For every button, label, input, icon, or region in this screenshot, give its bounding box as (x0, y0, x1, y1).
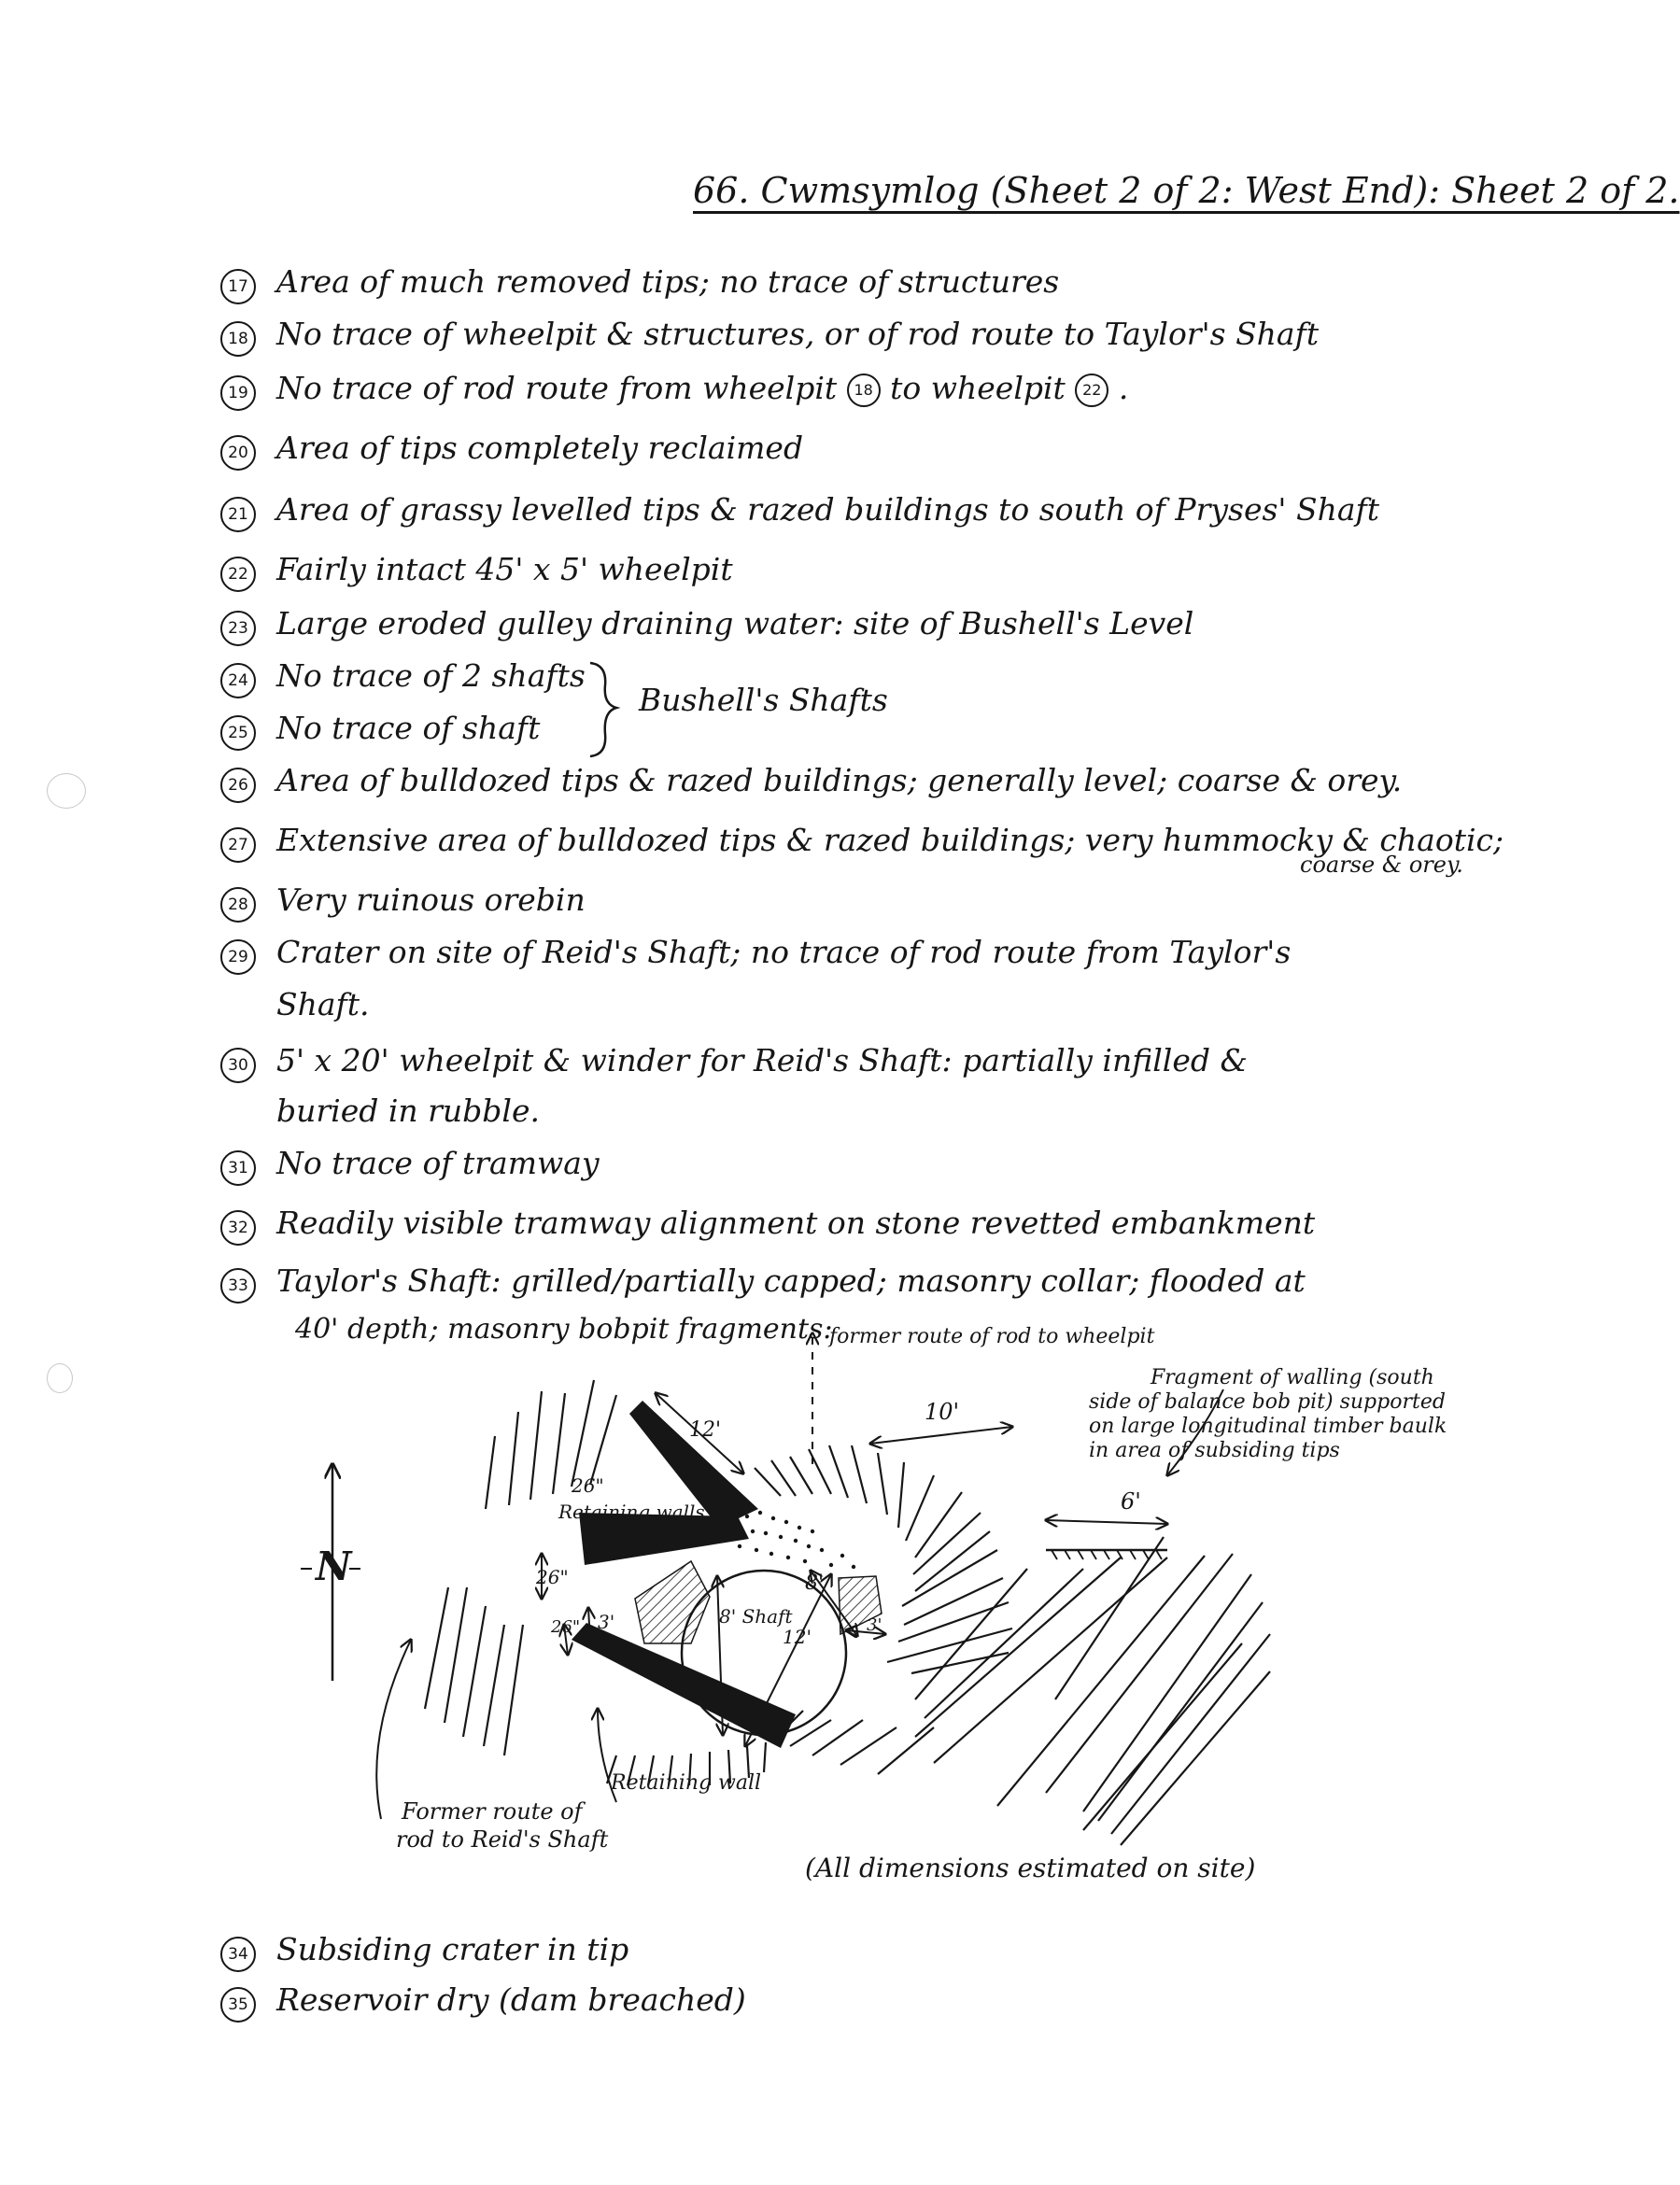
dimension-12ft-label: 12' (689, 1418, 722, 1442)
note-text: Area of grassy levelled tips & razed buildings to south of Pryses' Shaft (276, 491, 1379, 528)
dimension-26in-label: 26" (551, 1617, 581, 1637)
fragment-walling-label-line1: Fragment of walling (south (1151, 1366, 1434, 1389)
north-arrow (301, 1464, 360, 1681)
note-text: Area of much removed tips; no trace of structures (276, 263, 1060, 300)
north-label: N (316, 1544, 352, 1589)
note-text: Subsiding crater in tip (276, 1931, 629, 1967)
retaining-wall-label: Retaining wall (611, 1771, 762, 1795)
note-text: No trace of wheelpit & structures, or of rod route to Taylor's Shaft (276, 316, 1320, 352)
fragment-walling-label-line3: on large longitudinal timber baulk (1089, 1415, 1447, 1438)
note-text: Taylor's Shaft: grilled/partially capped; masonry collar; flooded at (276, 1262, 1306, 1299)
note-text: Crater on site of Reid's Shaft; no trace of rod route from Taylor's (276, 934, 1292, 970)
note-number: 27 (220, 827, 256, 863)
dimension-3ft-label: 3' (867, 1615, 882, 1635)
dimension-10ft-label: 10' (925, 1399, 960, 1425)
note-number: 24 (220, 663, 256, 698)
sheet-title: 66. Cwmsymlog (Sheet 2 of 2: West End): Sheet 2 of 2. (693, 170, 1680, 211)
note-text-part: to wheelpit (890, 370, 1066, 406)
note-reference: 22 (1075, 374, 1108, 407)
fragment-walling-label-line4: in area of subsiding tips (1089, 1439, 1340, 1462)
note-number: 18 (220, 321, 256, 357)
dimension-12ft-label: 12' (783, 1626, 812, 1648)
dimension-26in-label: 26" (536, 1566, 569, 1588)
note-text: Area of bulldozed tips & razed buildings; generally level; coarse & orey. (276, 762, 1403, 798)
note-text: Large eroded gulley draining water: site of Bushell's Level (276, 605, 1194, 641)
dimension-26in-label: 26" (572, 1474, 604, 1497)
note-text-continued: buried in rubble. (276, 1092, 540, 1129)
note-number: 30 (220, 1048, 256, 1083)
note-text: Very ruinous orebin (276, 881, 586, 918)
note-text: Area of tips completely reclaimed (276, 430, 804, 466)
note-text: Readily visible tramway alignment on stone revetted embankment (276, 1205, 1316, 1241)
all-dimensions-note: (All dimensions estimated on site) (805, 1853, 1256, 1883)
note-number: 33 (220, 1268, 256, 1304)
note-number: 17 (220, 269, 256, 304)
dimension-8ft-label: 8' (805, 1572, 825, 1595)
fragment-walling-label-line2: side of balance bob pit) supported (1089, 1390, 1446, 1414)
note-number: 22 (220, 557, 256, 592)
note-text: No trace of shaft (276, 710, 541, 746)
note-text: Reservoir dry (dam breached) (276, 1981, 746, 2018)
note-number: 25 (220, 715, 256, 751)
stippled-area (738, 1511, 855, 1569)
note-number: 29 (220, 939, 256, 975)
note-number: 21 (220, 497, 256, 532)
note-text: Fairly intact 45' x 5' wheelpit (276, 551, 733, 587)
note-number: 31 (220, 1150, 256, 1186)
dimension-3ft-label: 3' (598, 1611, 615, 1633)
note-text: 5' x 20' wheelpit & winder for Reid's Shaft: partially infilled & (276, 1042, 1248, 1078)
note-text: Extensive area of bulldozed tips & razed buildings; very hummocky & chaotic; (276, 822, 1504, 858)
note-text: No trace of tramway (276, 1145, 600, 1181)
note-number: 32 (220, 1210, 256, 1246)
note-number: 35 (220, 1987, 256, 2023)
fragment-wall-hatching (1052, 1550, 1162, 1559)
shaft-label: 8' Shaft (719, 1605, 793, 1628)
note-text-continued: 40' depth; masonry bobpit fragments: (295, 1313, 833, 1346)
note-number: 28 (220, 887, 256, 923)
note-text-continued: Shaft. (276, 986, 370, 1022)
note-text-continued: coarse & orey. (1300, 852, 1463, 878)
bracket-label: Bushell's Shafts (639, 682, 888, 718)
note-reference: 18 (847, 374, 881, 407)
dimension-6ft-label: 6' (1121, 1488, 1141, 1515)
retaining-walls-label: Retaining walls (558, 1501, 705, 1523)
former-route-reids-label-line2: rod to Reid's Shaft (396, 1826, 609, 1853)
note-number: 19 (220, 375, 256, 411)
note-number: 34 (220, 1937, 256, 1972)
note-text-part: . (1118, 370, 1129, 406)
note-number: 20 (220, 435, 256, 471)
former-route-reids-label-line1: Former route of (402, 1798, 583, 1825)
note-text: No trace of 2 shafts (276, 657, 586, 694)
note-number: 26 (220, 768, 256, 803)
note-number: 23 (220, 611, 256, 646)
note-text-part: No trace of rod route from wheelpit (276, 370, 838, 406)
former-route-wheelpit-label: former route of rod to wheelpit (829, 1325, 1155, 1348)
